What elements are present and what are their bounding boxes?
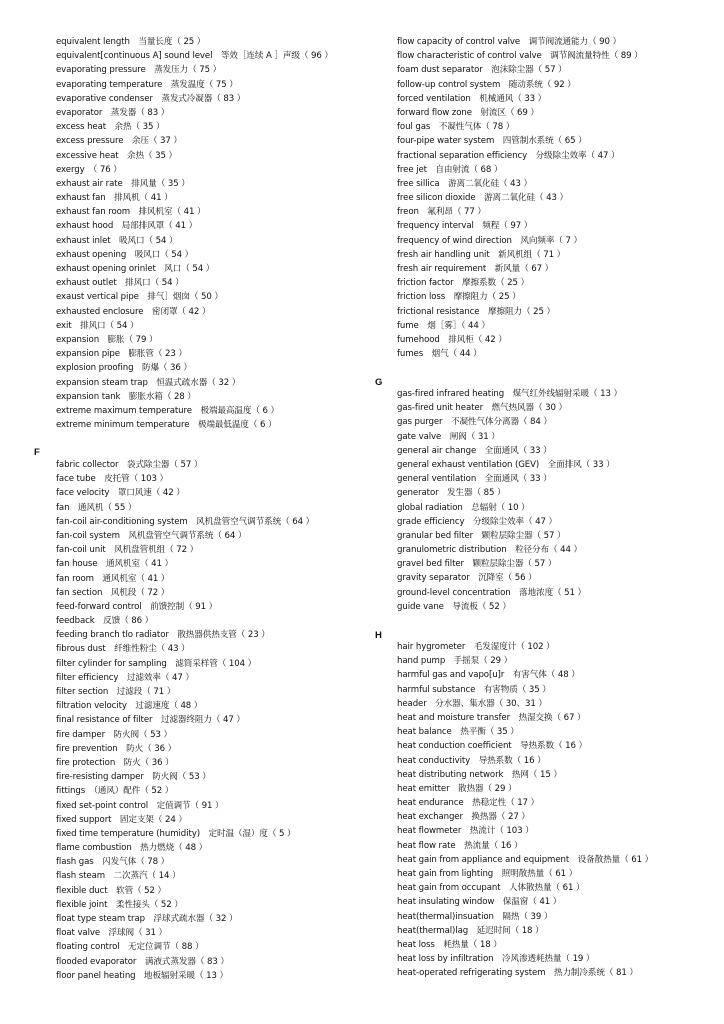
section-letter-g: G xyxy=(375,377,383,388)
glossary-entry: exhaust opening 吸风口（ 54 ） xyxy=(56,249,194,260)
glossary-entry: granulometric distribution 粒径分布（ 44 ） xyxy=(397,545,583,556)
glossary-entry: fire protection 防火（ 36 ） xyxy=(56,757,174,768)
glossary-entry: flash steam 二次蒸汽（ 14 ） xyxy=(56,871,181,882)
glossary-entry: gas purger 不凝性气体分离器（ 84 ） xyxy=(397,417,552,428)
glossary-entry: hair hygrometer 毛发湿度计（ 102 ） xyxy=(397,642,555,652)
glossary-entry: foam dust separator 泡沫除尘器（ 57 ） xyxy=(397,65,567,76)
glossary-entry: friction loss 摩擦阻力（ 25 ） xyxy=(397,292,521,303)
right-column xyxy=(397,35,717,361)
glossary-entry: evaporator 蒸发器（ 83 ） xyxy=(56,107,170,118)
glossary-entry: fractional separation efficiency 分级除尘效率（ 47 ） xyxy=(397,150,620,161)
glossary-entry: heat endurance 热稳定性（ 17 ） xyxy=(397,798,540,809)
glossary-entry: fittings （通风）配件（ 52 ） xyxy=(56,786,174,797)
glossary-entry: fan 通风机（ 55 ） xyxy=(56,502,137,513)
glossary-entry: exhaust hood 局部排风罩（ 41 ） xyxy=(56,221,198,232)
glossary-entry: heat distributing network 热网（ 15 ） xyxy=(397,769,562,780)
glossary-entry: heat gain from lighting 照明散热量（ 61 ） xyxy=(397,869,578,879)
glossary-entry: exaust vertical pipe 排气］烟囱（ 50 ） xyxy=(56,292,223,303)
glossary-entry: fixed time temperature (humidity) 定时温（湿）度（ 5 ） xyxy=(56,828,296,839)
glossary-entry: fixed support 固定支架（ 24 ） xyxy=(56,814,187,825)
glossary-entry: heat flow rate 热流量（ 16 ） xyxy=(397,840,523,851)
glossary-entry: heat emitter 散热器（ 29 ） xyxy=(397,783,517,794)
glossary-entry: fumes 烟气（ 44 ） xyxy=(397,349,482,360)
glossary-entry: fire damper 防火阀（ 53 ） xyxy=(56,729,173,740)
glossary-entry: fumehood 排风柜（ 42 ） xyxy=(397,334,507,345)
glossary-entry: heat(thermal)lag 延迟时间（ 18 ） xyxy=(397,925,544,936)
glossary-entry: evaporative condenser 蒸发式冷凝器（ 83 ） xyxy=(56,93,246,104)
entries-f-continued-group xyxy=(397,35,717,361)
glossary-entry: forward flow zone 射流区（ 69 ） xyxy=(397,107,539,118)
glossary-entry: global radiation 总辐射（ 10 ） xyxy=(397,502,530,513)
glossary-entry: exit 排风口（ 54 ） xyxy=(56,320,139,331)
glossary-entry: free sillica 游离二氧化硅（ 43 ） xyxy=(397,178,532,189)
glossary-entry: expansion steam trap 恒温式疏水器（ 32 ） xyxy=(56,377,241,388)
glossary-entry: fabric collector 袋式除尘器（ 57 ） xyxy=(56,460,203,470)
glossary-entry: heat conductivity 导热系数（ 16 ） xyxy=(397,755,546,766)
glossary-entry: floating control 无定位调节（ 88 ） xyxy=(56,942,204,953)
glossary-entry: heat balance 热平衡（ 35 ） xyxy=(397,727,519,738)
left-column-f xyxy=(56,458,376,983)
glossary-entry: exhaust fan 排风机（ 41 ） xyxy=(56,193,173,204)
glossary-entry: gas-fired unit heater 燃气热风器（ 30 ） xyxy=(397,403,567,414)
glossary-entry: frequency interval 频程（ 97 ） xyxy=(397,221,533,232)
glossary-entry: feeding branch tlo radiator 散热器供热支管（ 23 ） xyxy=(56,630,270,641)
entries-h-group xyxy=(397,640,717,981)
glossary-entry: general ventilation 全面通风（ 33 ） xyxy=(397,474,552,485)
glossary-entry: fan-coil unit 风机盘管机组（ 72 ） xyxy=(56,545,199,556)
glossary-entry: generator 发生器（ 85 ） xyxy=(397,488,506,499)
glossary-entry: face velocity 罩口风速（ 42 ） xyxy=(56,488,185,499)
glossary-entry: general air change 全面通风（ 33 ） xyxy=(397,445,552,456)
entries-e-group xyxy=(56,35,376,432)
glossary-entry: excessive heat 余热（ 35 ） xyxy=(56,150,177,161)
glossary-entry: expansion pipe 膨胀管（ 23 ） xyxy=(56,349,187,360)
glossary-entry: follow-up control system 随动系统（ 92 ） xyxy=(397,79,576,90)
glossary-entry: gravel bed filter 颗粒层除尘器（ 57 ） xyxy=(397,559,557,570)
glossary-entry: explosion proofing 防爆（ 36 ） xyxy=(56,363,192,374)
glossary-entry: fibrous dust 纤维性粉尘（ 43 ） xyxy=(56,644,190,655)
glossary-entry: excess heat 余热（ 35 ） xyxy=(56,122,165,133)
glossary-entry: expansion tank 膨胀水箱（ 28 ） xyxy=(56,391,196,402)
glossary-entry: ground-level concentration 落地浓度（ 51 ） xyxy=(397,587,587,598)
glossary-entry: fire-resisting damper 防火阀（ 53 ） xyxy=(56,772,211,783)
glossary-entry: flow characteristic of control valve 调节阀流量特性（ 89 ） xyxy=(397,51,643,62)
glossary-entry: guide vane 导流板（ 52 ） xyxy=(397,601,511,612)
glossary-entry: heat gain from appliance and equipment 设备散热量（ 61 ） xyxy=(397,854,654,865)
glossary-entry: filter efficiency 过滤效率（ 47 ） xyxy=(56,672,194,683)
glossary-entry: foul gas 不凝性气体（ 78 ） xyxy=(397,122,515,133)
glossary-entry: exhausted enclosure 密闭罩（ 42 ） xyxy=(56,306,211,317)
glossary-entry: flexible joint 柔性接头（ 52 ） xyxy=(56,899,183,910)
glossary-entry: flash gas 闪发气体（ 78 ） xyxy=(56,857,170,868)
glossary-entry: flame combustion 热力燃烧（ 48 ） xyxy=(56,843,208,854)
glossary-entry: fan house 通风机室（ 41 ） xyxy=(56,559,173,570)
glossary-entry: fire prevention 防火（ 36 ） xyxy=(56,743,177,754)
glossary-entry: fixed set-point control 定值调节（ 91 ） xyxy=(56,800,224,811)
glossary-entry: header 分水器、集水器（ 30、31 ） xyxy=(397,698,547,709)
glossary-entry: harmful substance 有害物质（ 35 ） xyxy=(397,684,551,695)
glossary-entry: fresh air handling unit 新风机组（ 71 ） xyxy=(397,249,566,260)
glossary-entry: freon 氟利昂（ 77 ） xyxy=(397,207,486,218)
glossary-entry: fan-coil air-conditioning system 风机盘管空气调节系统（ 64 ） xyxy=(56,516,315,527)
glossary-entry: flooded evaporator 满液式蒸发器（ 83 ） xyxy=(56,956,229,967)
glossary-entry: general exhaust ventilation (GEV) 全面排风（ 33 ） xyxy=(397,459,615,470)
glossary-entry: float valve 浮球阀（ 31 ） xyxy=(56,928,168,939)
glossary-entry: heat gain from occupant 人体散热量（ 61 ） xyxy=(397,883,585,894)
section-letter-h: H xyxy=(375,630,382,641)
glossary-entry: heat flowmeter 热流计（ 103 ） xyxy=(397,826,534,837)
glossary-entry: gravity separator 沉降室（ 56 ） xyxy=(397,573,537,584)
glossary-entry: evaporating pressure 蒸发压力（ 75 ） xyxy=(56,65,222,76)
glossary-entry: granular bed filter 颗粒层除尘器（ 57 ） xyxy=(397,530,566,541)
glossary-entry: expansion 膨胀（ 79 ） xyxy=(56,334,158,345)
entries-g-group xyxy=(397,387,717,614)
glossary-entry: exhaust outlet 排风口（ 54 ） xyxy=(56,278,184,289)
glossary-entry: filtration velocity 过滤速度（ 48 ） xyxy=(56,701,203,712)
glossary-entry: exhaust air rate 排风量（ 35 ） xyxy=(56,178,190,189)
glossary-entry: flow capacity of control valve 调节阀流通能力（ 90 ） xyxy=(397,37,622,47)
glossary-entry: frictional resistance 摩擦阻力（ 25 ） xyxy=(397,306,555,317)
glossary-entry: fan section 风机段（ 72 ） xyxy=(56,587,170,598)
glossary-entry: fresh air requirement 新风量（ 67 ） xyxy=(397,264,554,274)
glossary-entry: equivalent[continuous A] sound level 等效［连续 A ］声级（ 96 ） xyxy=(56,51,333,62)
glossary-entry: floor panel heating 地板辐射采暖（ 13 ） xyxy=(56,970,228,981)
glossary-entry: equivalent length 当量长度（ 25 ） xyxy=(56,37,206,47)
glossary-entry: extreme maximum temperature 极端最高温度（ 6 ） xyxy=(56,405,280,416)
right-column-g xyxy=(397,387,717,614)
right-column-h xyxy=(397,640,717,981)
glossary-entry: flexible duct 软管（ 52 ） xyxy=(56,885,167,896)
glossary-entry: harmful gas and vapo[u]r 有害气体（ 48 ） xyxy=(397,670,580,681)
glossary-entry: free silicon dioxide 游离二氧化硅（ 43 ） xyxy=(397,193,568,204)
glossary-entry: exhaust opening orinlet 风口（ 54 ） xyxy=(56,264,215,274)
glossary-entry: friction factor 摩擦系数（ 25 ） xyxy=(397,278,529,289)
section-letter-f: F xyxy=(34,447,40,458)
glossary-entry: heat insulating window 保温窗（ 41 ） xyxy=(397,897,562,908)
glossary-entry: free jet 自由射流（ 68 ） xyxy=(397,164,503,175)
glossary-entry: extreme minimum temperature 极端最低温度（ 6 ） xyxy=(56,420,277,431)
glossary-entry: heat and moisture transfer 热湿交换（ 67 ） xyxy=(397,712,586,723)
entries-f-group xyxy=(56,458,376,983)
glossary-entry: face tube 皮托管（ 103 ） xyxy=(56,474,169,485)
glossary-entry: float type steam trap 浮球式疏水器（ 32 ） xyxy=(56,914,238,924)
glossary-entry: heat conduction coefficient 导热系数（ 16 ） xyxy=(397,741,588,752)
glossary-entry: frequency of wind direction 风向频率（ 7 ） xyxy=(397,235,582,246)
glossary-entry: heat loss by infiltration 冷风渗透耗热量（ 19 ） xyxy=(397,954,595,965)
glossary-entry: excess pressure 余压（ 37 ） xyxy=(56,136,182,147)
glossary-entry: hand pump 手摇泵（ 29 ） xyxy=(397,656,513,667)
glossary-entry: exhaust inlet 吸风口（ 54 ） xyxy=(56,235,178,246)
glossary-entry: exhaust fan room 排风机室（ 41 ） xyxy=(56,207,206,218)
glossary-entry: gas-fired infrared heating 煤气红外线辐射采暖（ 13 ） xyxy=(397,389,622,399)
glossary-entry: fan room 通风机室（ 41 ） xyxy=(56,573,170,584)
glossary-entry: fume 烟［雾］（ 44 ） xyxy=(397,320,490,331)
glossary-entry: exergy （ 76 ） xyxy=(56,164,122,175)
glossary-entry: final resistance of filter 过滤器终阻力（ 47 ） xyxy=(56,715,245,726)
glossary-entry: grade efficiency 分级除尘效率（ 47 ） xyxy=(397,516,557,527)
glossary-entry: evaporating temperature 蒸发温度（ 75 ） xyxy=(56,79,238,90)
glossary-entry: filter cylinder for sampling 滤筒采样管（ 104 ） xyxy=(56,658,257,669)
glossary-entry: filter section 过滤段（ 71 ） xyxy=(56,687,176,697)
glossary-entry: heat loss 耗热量（ 18 ） xyxy=(397,939,502,950)
glossary-entry: heat-operated refrigerating system 热力制冷系统（ 81 ） xyxy=(397,968,638,979)
glossary-entry: feedback 反馈（ 86 ） xyxy=(56,616,154,627)
glossary-entry: gate valve 闸阀（ 31 ） xyxy=(397,431,500,442)
glossary-entry: heat(thermal)insuation 隔热（ 39 ） xyxy=(397,911,553,922)
glossary-entry: fan-coil system 风机盘管空气调节系统（ 64 ） xyxy=(56,530,247,541)
glossary-entry: forced ventilation 机械通风（ 33 ） xyxy=(397,93,547,104)
glossary-entry: feed-forward control 前馈控制（ 91 ） xyxy=(56,601,218,612)
left-column xyxy=(56,35,376,432)
glossary-entry: four-pipe water system 四管制水系统（ 65 ） xyxy=(397,136,587,147)
glossary-entry: heat exchanger 换热器（ 27 ） xyxy=(397,812,530,823)
